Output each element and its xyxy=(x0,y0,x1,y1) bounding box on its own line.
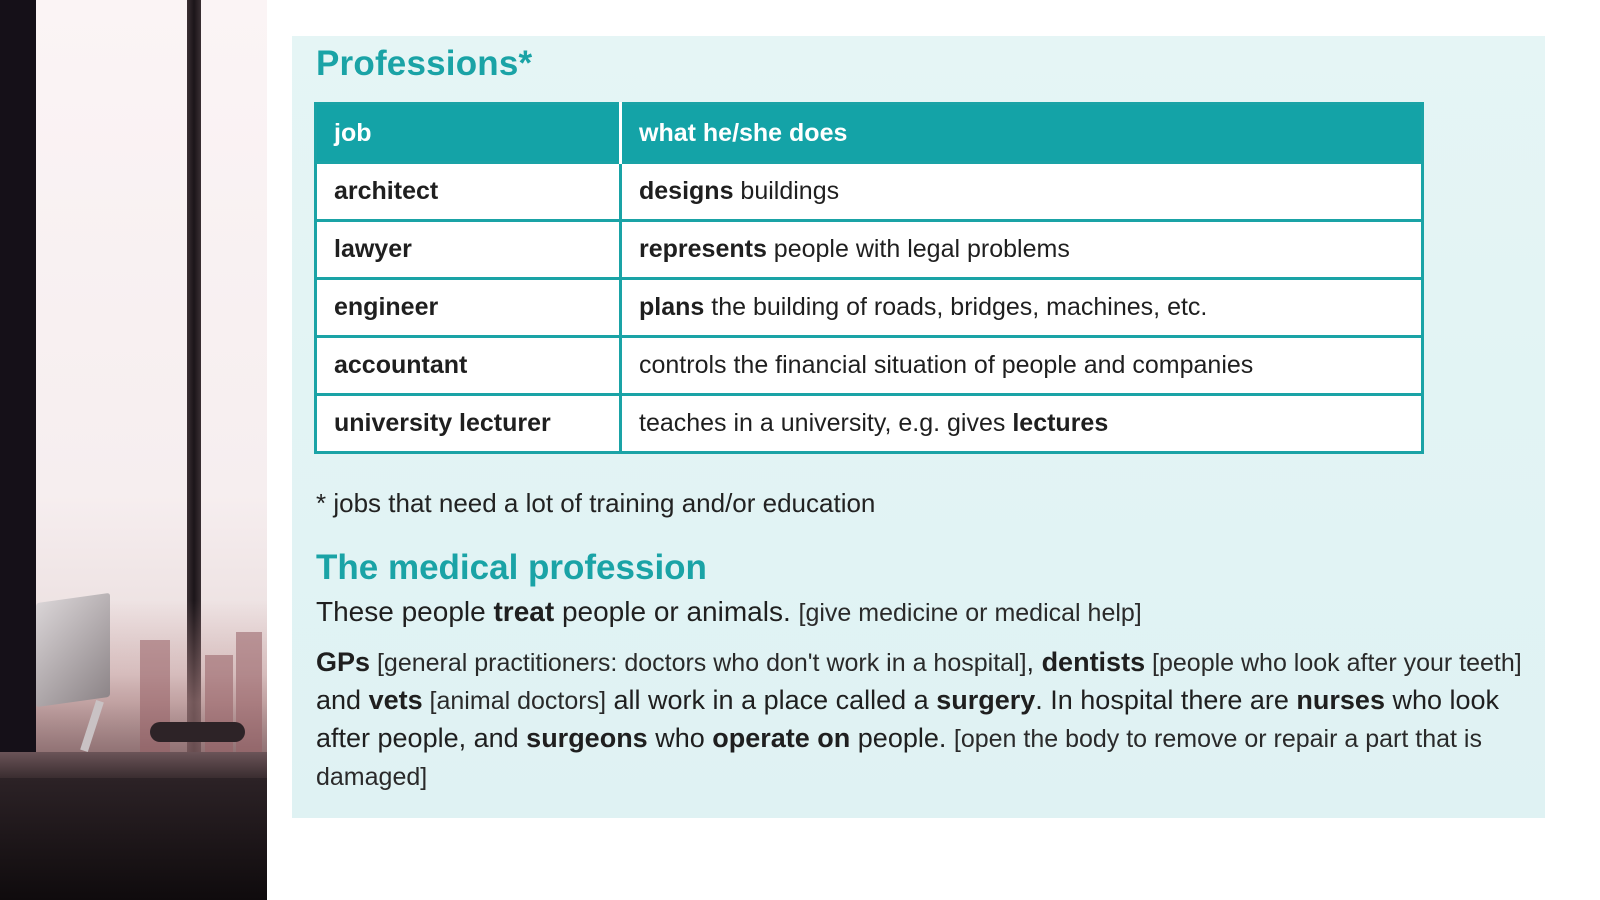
floor xyxy=(0,778,267,900)
desk xyxy=(0,752,267,778)
key-word: surgeons xyxy=(526,723,648,753)
office-window-photo xyxy=(0,0,267,900)
paragraph-text: who look after people, and xyxy=(316,685,1500,753)
job-cell: lawyer xyxy=(316,221,621,279)
key-word: operate on xyxy=(712,723,851,753)
content-panel xyxy=(292,36,1545,818)
description-cell xyxy=(621,395,1423,453)
job-cell: architect xyxy=(316,163,621,221)
job-cell: accountant xyxy=(316,337,621,395)
table-row xyxy=(316,337,1423,395)
table-row xyxy=(316,395,1423,453)
definition-note: [people who look after your teeth] xyxy=(1145,649,1522,677)
table-row xyxy=(316,163,1423,221)
professions-table xyxy=(314,102,1424,454)
key-word: nurses xyxy=(1296,685,1385,715)
description-text: teaches in a university, e.g. gives xyxy=(639,409,1013,437)
column-header-description: what he/she does xyxy=(621,104,1423,163)
description-cell xyxy=(621,163,1423,221)
key-word: lectures xyxy=(1012,409,1109,437)
computer-monitor xyxy=(36,593,110,707)
job-cell: engineer xyxy=(316,279,621,337)
chair xyxy=(150,722,245,742)
column-header-job: job xyxy=(316,104,621,163)
table-row xyxy=(316,279,1423,337)
definition-note: [open the body to remove or repair a part that is damaged] xyxy=(316,725,1482,791)
definition-note: [give medicine or medical help] xyxy=(798,599,1142,627)
intro-text: people or animals. xyxy=(554,596,799,627)
description-cell: controls the financial situation of people and companies xyxy=(621,337,1423,395)
key-word: surgery xyxy=(936,685,1036,715)
description-text: buildings xyxy=(733,177,840,205)
definition-note: [animal doctors] xyxy=(422,687,607,715)
medical-intro xyxy=(316,596,1142,628)
paragraph-text: and xyxy=(316,685,369,715)
medical-title: The medical profession xyxy=(316,548,707,587)
key-verb: designs xyxy=(639,177,734,205)
paragraph-text: people. xyxy=(850,723,954,753)
job-cell: university lecturer xyxy=(316,395,621,453)
key-word: vets xyxy=(368,685,423,715)
definition-note: [general practitioners: doctors who don't work in a hospital] xyxy=(370,649,1027,677)
key-word: GPs xyxy=(316,647,371,677)
key-word: treat xyxy=(493,596,555,627)
description-text: the building of roads, bridges, machines, etc. xyxy=(704,293,1208,321)
paragraph-text: who xyxy=(647,723,713,753)
footnote: * jobs that need a lot of training and/or education xyxy=(316,488,876,518)
intro-text: These people xyxy=(316,596,494,627)
description-cell xyxy=(621,221,1423,279)
paragraph-text: all work in a place called a xyxy=(606,685,937,715)
key-verb: represents xyxy=(639,235,767,263)
key-word: dentists xyxy=(1041,647,1146,677)
paragraph-text: . In hospital there are xyxy=(1035,685,1297,715)
table-row xyxy=(316,221,1423,279)
description-cell xyxy=(621,279,1423,337)
paragraph-text: , xyxy=(1026,647,1042,677)
professions-title: Professions* xyxy=(316,44,533,83)
description-text: people with legal problems xyxy=(766,235,1070,263)
key-verb: plans xyxy=(639,293,705,321)
table-header-row xyxy=(316,104,1423,163)
medical-paragraph xyxy=(316,644,1531,796)
